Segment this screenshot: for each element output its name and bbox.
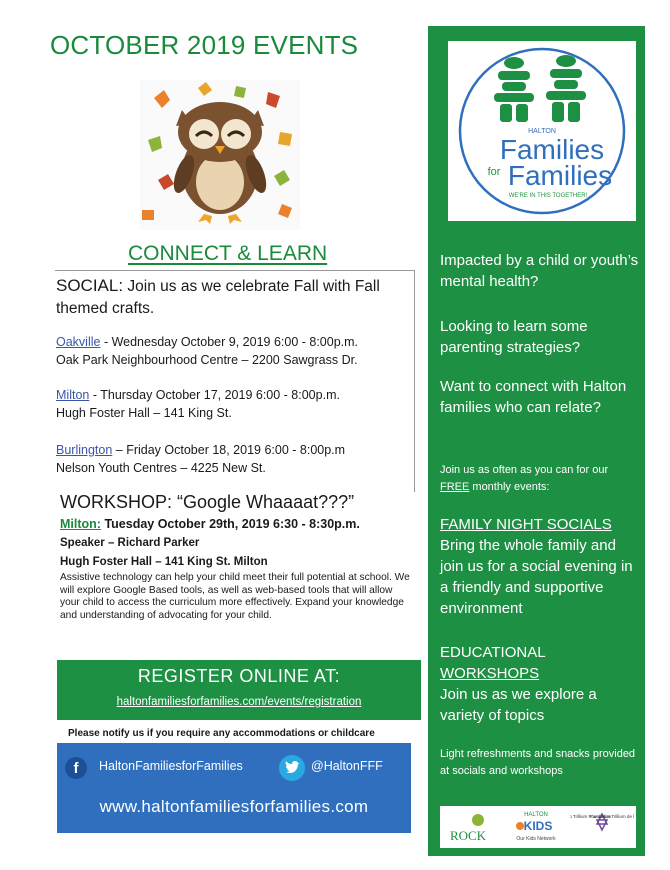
facebook-icon[interactable]: f (65, 757, 87, 779)
sidebar-q1: Impacted by a child or youth’s mental health? (440, 252, 639, 290)
event-venue: Hugh Foster Hall – 141 King St. (56, 406, 232, 420)
sidebar-q3: Want to connect with Halton families who can relate? (440, 378, 627, 416)
burlington-link[interactable]: Burlington (56, 443, 113, 457)
kids-text: KIDS (523, 819, 553, 833)
join-post: monthly events: (469, 481, 550, 493)
event-burlington (56, 441, 412, 477)
owl-illustration (140, 80, 300, 230)
edu-title-2: WORKSHOPS (440, 665, 540, 682)
trillium-fr: Fondation Trillium de (590, 814, 632, 819)
logo-for: for (487, 166, 501, 178)
socials-title: FAMILY NIGHT SOCIALS (440, 516, 612, 533)
kids-sub: Our Kids Network (516, 836, 556, 842)
logo-tagline: WE'RE IN THIS TOGETHER! (508, 193, 588, 199)
event-datetime: - Thursday October 17, 2019 6:00 - 8:00p.m. (89, 388, 340, 402)
kids-halton: HALTON (524, 812, 548, 818)
social-links-band (57, 743, 411, 833)
trillium-logo (570, 806, 634, 848)
register-heading: REGISTER ONLINE AT: (137, 666, 341, 686)
sponsor-logos (440, 806, 636, 848)
socials-block (440, 514, 640, 619)
connect-learn-heading: CONNECT & LEARN (128, 242, 328, 265)
edu-title-1: EDUCATIONAL (440, 644, 546, 661)
event-oakville (56, 333, 412, 369)
social-intro (56, 275, 412, 320)
sidebar-join (440, 462, 640, 496)
register-url[interactable]: haltonfamiliesforfamilies.com/events/registration (116, 696, 362, 708)
social-label: SOCIAL: (56, 276, 124, 295)
rock-logo (444, 806, 500, 848)
workshop-date (60, 517, 360, 531)
logo-top: HALTON (528, 128, 556, 135)
logo-families-1: Families (499, 134, 605, 165)
kids-logo (508, 806, 564, 848)
workshop-title: WORKSHOP: “Google Whaaaat???” (60, 492, 355, 512)
families-logo (448, 41, 636, 221)
twitter-icon[interactable] (279, 755, 305, 781)
workshops-block (440, 642, 640, 726)
event-datetime: - Wednesday October 9, 2019 6:00 - 8:00p.m. (100, 335, 359, 349)
facebook-handle[interactable]: HaltonFamiliesforFamilies (99, 759, 243, 773)
edu-text: Join us as we explore a variety of topics (440, 686, 597, 724)
workshop-speaker: Speaker – Richard Parker (60, 537, 200, 549)
workshop-description: Assistive technology can help your child meet their full potential at school. We will explore Google Based tools, as well as web-based tools that will allow your child to access the curriculum more effectively. Expand your knowledge and understanding of advocating for your child. (60, 572, 410, 621)
workshop-venue: Hugh Foster Hall – 141 King St. Milton (60, 556, 268, 568)
accommodations-notice: Please notify us if you require any accommodations or childcare (68, 728, 375, 739)
join-free: FREE (440, 481, 470, 493)
rock-text: ROCK (449, 828, 487, 843)
event-venue: Nelson Youth Centres – 4225 New St. (56, 461, 266, 475)
socials-text: Bring the whole family and join us for a social evening in a friendly and supportive environment (440, 537, 633, 617)
register-banner (57, 660, 421, 720)
trillium-en: Trillium Foundation (572, 814, 612, 819)
sidebar-panel (428, 26, 645, 856)
event-milton (56, 386, 412, 422)
social-text: Join us as we celebrate Fall with Fall themed crafts. (56, 278, 380, 317)
join-pre: Join us as often as you can for our (440, 464, 609, 476)
oakville-link[interactable]: Oakville (56, 335, 101, 349)
workshop-datetime: Tuesday October 29th, 2019 6:30 - 8:30p.m. (100, 517, 360, 531)
logo-families-2: Families (507, 160, 613, 191)
sidebar-q2: Looking to learn some parenting strategies? (440, 318, 588, 356)
refreshments-note: Light refreshments and snacks provided at socials and workshops (440, 748, 636, 777)
workshop-city-link[interactable]: Milton: (60, 517, 101, 531)
twitter-handle[interactable]: @HaltonFFF (311, 759, 383, 773)
event-venue: Oak Park Neighbourhood Centre – 2200 Sawgrass Dr. (56, 353, 358, 367)
website-link[interactable]: www.haltonfamiliesforfamilies.com (99, 797, 369, 816)
milton-link[interactable]: Milton (56, 388, 90, 402)
page-title: OCTOBER 2019 EVENTS (50, 30, 359, 60)
event-datetime: – Friday October 18, 2019 6:00 - 8:00p.m (112, 443, 346, 457)
